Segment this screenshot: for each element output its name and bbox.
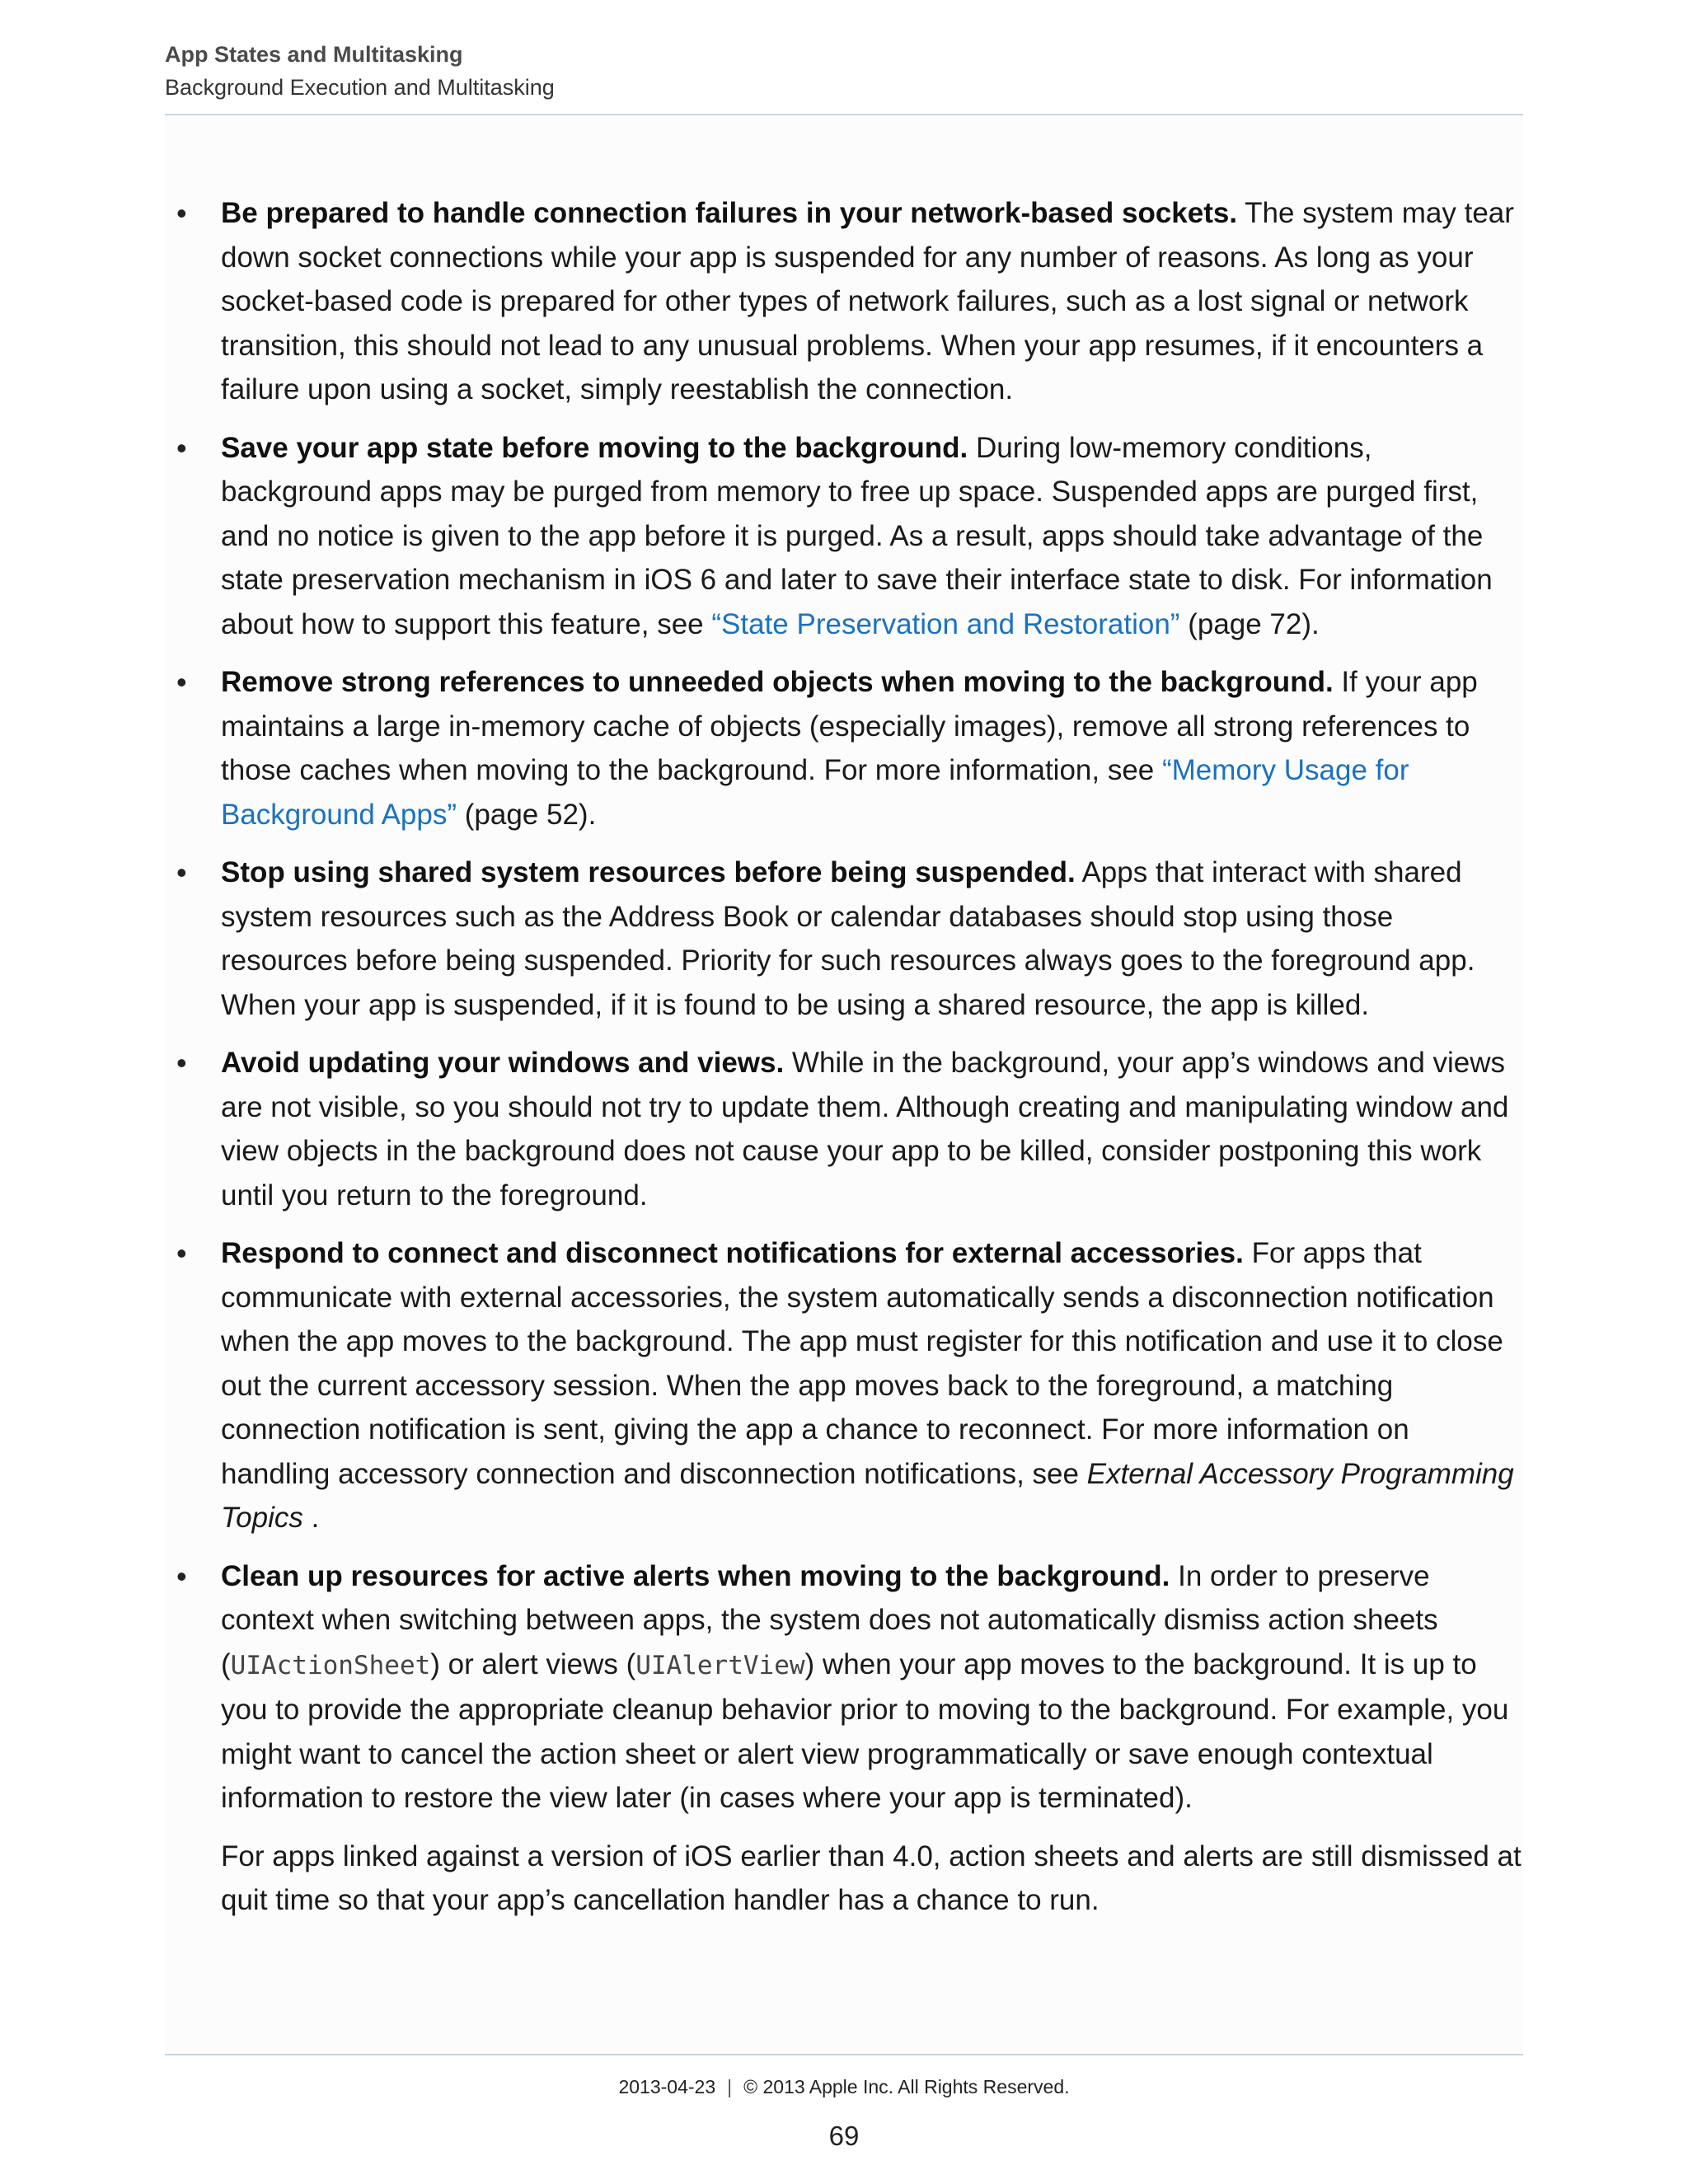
memory-usage-link[interactable]: “Memory Usage for Background Apps” — [221, 754, 1409, 831]
page-reference: (page 52). — [457, 798, 597, 831]
list-item-body-cont: ) or alert views ( — [430, 1647, 636, 1680]
bullet-icon: • — [176, 196, 187, 230]
list-item-heading: Save your app state before moving to the background. — [221, 431, 968, 464]
list-item-end: . — [302, 1502, 320, 1534]
list-item-body: Apps that interact with shared system resources such as the Address Book or calendar databases should stop using those resources before being suspended. Priority for such resources always goes to the foreground app. When your app is suspended, if it is found to be using a shared resource, the app is killed. — [221, 856, 1475, 1021]
list-item — [165, 660, 1523, 837]
list-item — [165, 851, 1523, 1027]
list-item-text — [221, 660, 1523, 837]
page-reference: (page 72). — [1179, 607, 1320, 640]
bullet-icon: • — [176, 665, 187, 699]
list-item-heading: Avoid updating your windows and views. — [221, 1047, 785, 1079]
footer-separator: | — [727, 2076, 733, 2097]
list-item-text — [221, 191, 1523, 412]
bullet-icon: • — [176, 1236, 187, 1270]
page-number: 69 — [828, 2121, 860, 2151]
section-title: Background Execution and Multitasking — [165, 75, 555, 100]
followup-paragraph: For apps linked against a version of iOS earlier than 4.0, action sheets and alerts are still dismissed at quit time so that your app’s cancellation handler has a chance to run. — [221, 1840, 1522, 1916]
list-item-heading: Remove strong references to unneeded objects when moving to the background. — [221, 666, 1334, 698]
list-item-heading: Respond to connect and disconnect notifications for external accessories. — [221, 1237, 1244, 1269]
list-item-text — [221, 1231, 1523, 1540]
list-item-text — [221, 1554, 1523, 1821]
list-item-body: During low-memory conditions, background apps may be purged from memory to free up space. Suspended apps are purged first, and no notice is given to the app before it is purged. As a result, apps should take advantage of the state preservation mechanism in iOS 6 and later to save their interface state to disk. For information about how to support this feature, see — [221, 431, 1493, 640]
publication-date: 2013-04-23 — [618, 2076, 716, 2097]
list-item — [165, 426, 1523, 647]
list-item — [165, 1231, 1523, 1540]
list-item-text — [221, 851, 1523, 1027]
uiactionsheet-code: UIActionSheet — [230, 1650, 431, 1680]
list-item-text — [221, 426, 1523, 647]
bullet-icon: • — [176, 430, 187, 465]
external-accessory-doc-reference: External Accessory Programming Topics — [221, 1457, 1514, 1534]
list-item-body-end: ) when your app moves to the background. It is up to you to provide the appropriate cleanup behavior prior to moving to the background. For example, you might want to cancel the action sheet or alert view programmatically or save enough contextual information to restore the view later (in cases where your app is terminated). — [221, 1647, 1509, 1814]
list-item-body: The system may tear down socket connections while your app is suspended for any number of reasons. As long as your socket-based code is prepared for other types of network failures, such as a lost signal or network transition, this should not lead to any unusual problems. When your app resumes, if it encounters a failure upon using a socket, simply reestablish the connection. — [221, 197, 1514, 405]
page-header — [165, 38, 1523, 115]
bullet-icon: • — [176, 1046, 187, 1080]
list-item — [165, 1041, 1523, 1217]
list-item-body: In order to preserve context when switching between apps, the system does not automatically dismiss action sheets ( — [221, 1559, 1438, 1680]
bullet-icon: • — [176, 855, 187, 889]
list-item-heading: Clean up resources for active alerts when moving to the background. — [221, 1559, 1170, 1592]
copyright-notice: © 2013 Apple Inc. All Rights Reserved. — [743, 2076, 1070, 2097]
footer-meta — [165, 2074, 1523, 2100]
state-preservation-link[interactable]: “State Preservation and Restoration” — [711, 607, 1180, 640]
chapter-title: App States and Multitasking — [165, 42, 463, 67]
main-content — [165, 191, 1523, 1923]
list-item-body: While in the background, your app’s windows and views are not visible, so you should not try to update them. Although creating and manipulating window and view objects in the background does not cause your app to be killed, consider postponing this work until you return to the foreground. — [221, 1047, 1509, 1212]
list-item-body: If your app maintains a large in-memory cache of objects (especially images), remove all strong references to those caches when moving to the background. For more information, see — [221, 666, 1478, 786]
list-item — [165, 191, 1523, 412]
list-item-text — [221, 1041, 1523, 1217]
page-footer — [165, 2054, 1523, 2153]
bullet-icon: • — [176, 1558, 187, 1593]
list-item — [165, 1554, 1523, 1821]
list-item-heading: Be prepared to handle connection failures in your network-based sockets. — [221, 197, 1238, 229]
uialertview-code: UIAlertView — [635, 1650, 805, 1680]
list-item-heading: Stop using shared system resources before being suspended. — [221, 856, 1076, 888]
list-item-body: For apps that communicate with external accessories, the system automatically sends a disconnection notification when the app moves to the background. The app must register for this notification and use it to close out the current accessory session. When the app moves back to the foreground, a matching connection notification is sent, giving the app a chance to reconnect. For more information on handling accessory connection and disconnection notifications, see — [221, 1237, 1503, 1490]
guideline-list — [165, 191, 1523, 1821]
